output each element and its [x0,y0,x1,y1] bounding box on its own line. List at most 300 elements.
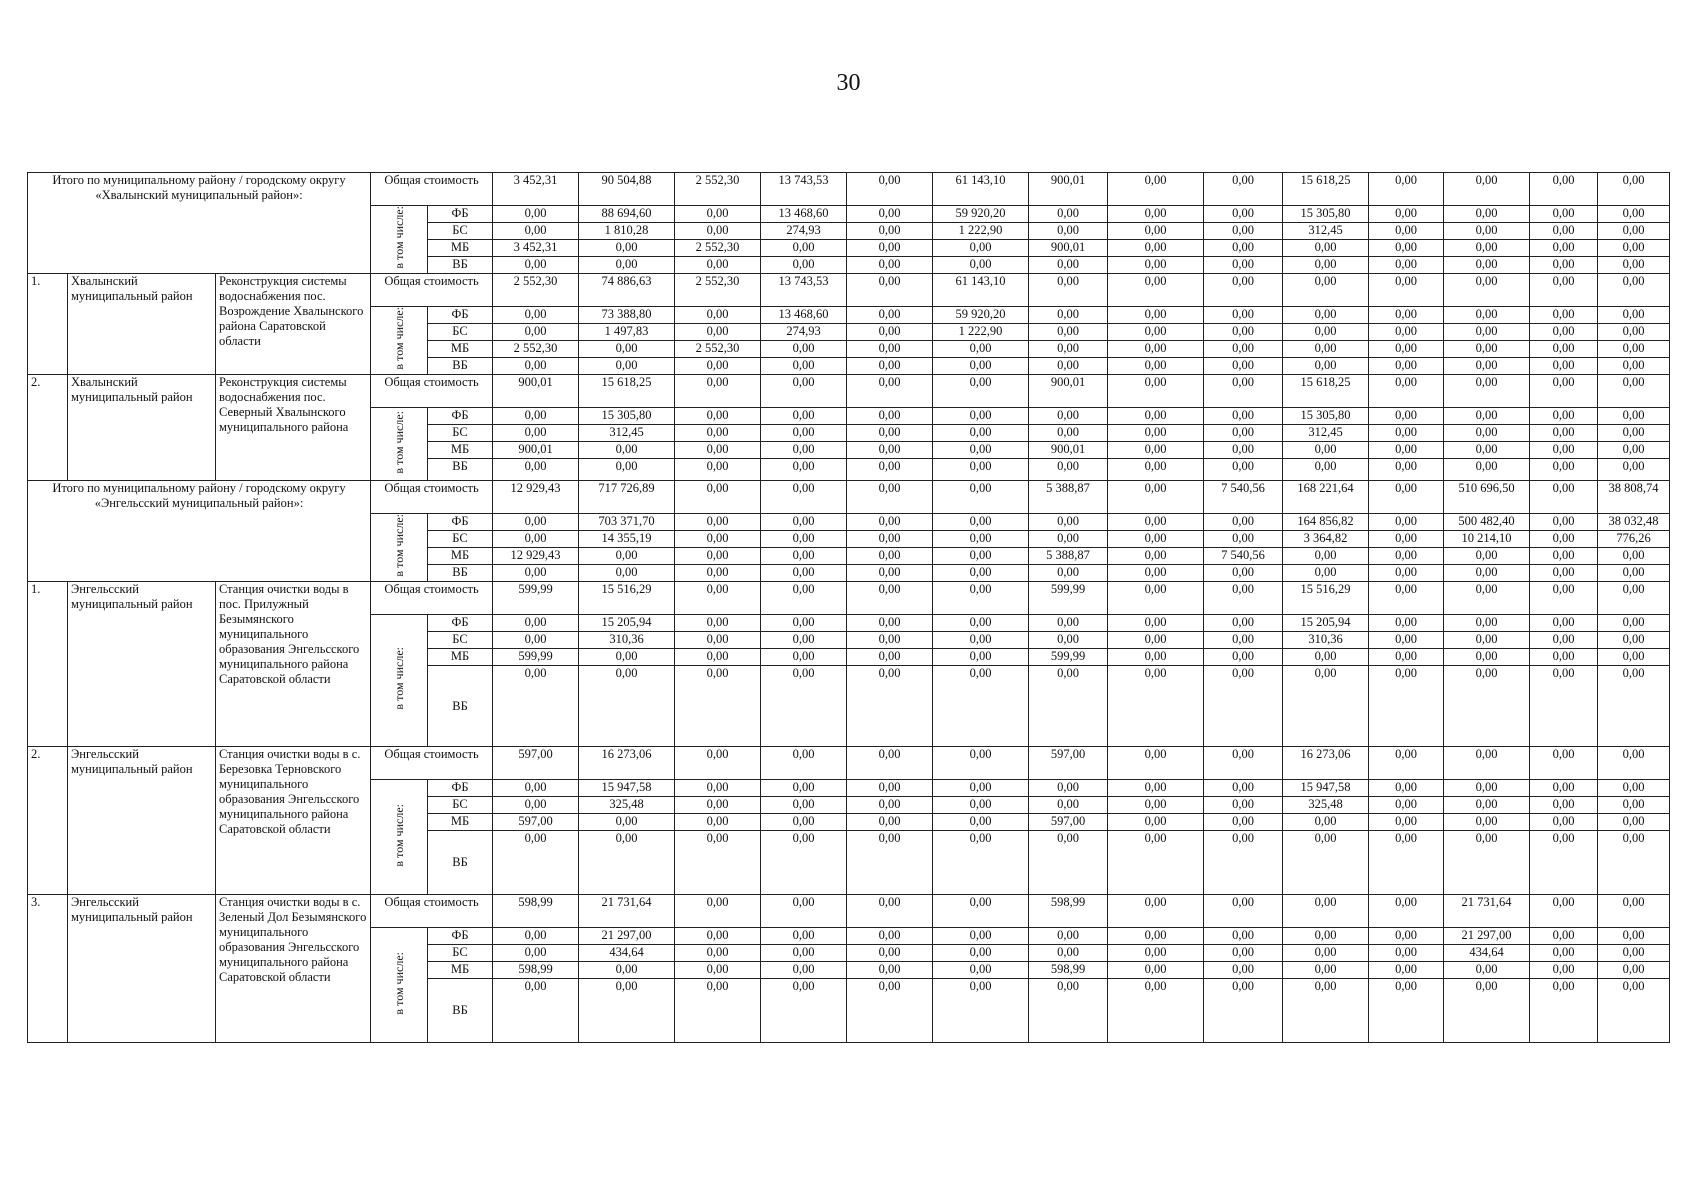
source-value-cell: 0,00 [1283,814,1369,831]
source-value-cell: 0,00 [847,324,933,341]
source-value-cell: 0,00 [493,797,579,814]
total-value-cell: 74 886,63 [579,274,675,307]
source-value-cell: 0,00 [1283,358,1369,375]
source-value-cell: 0,00 [933,962,1029,979]
source-value-cell: 0,00 [1444,962,1530,979]
source-value-cell: 0,00 [1029,324,1108,341]
source-value-cell: 12 929,43 [493,548,579,565]
group-title: Итого по муниципальному району / городскому округу «Хвалынский муниципальный район»: [28,173,371,274]
source-value-cell: 0,00 [1029,307,1108,324]
source-value-cell: 0,00 [1108,615,1204,632]
source-value-cell: 0,00 [847,442,933,459]
source-value-cell: 0,00 [761,442,847,459]
source-value-cell: 21 297,00 [1444,928,1530,945]
source-value-cell: 38 032,48 [1598,514,1670,531]
total-value-cell: 0,00 [1444,582,1530,615]
source-value-cell: 0,00 [1283,240,1369,257]
source-value-cell: 0,00 [847,257,933,274]
funding-table [27,172,1670,1043]
source-value-cell: 0,00 [933,408,1029,425]
source-value-cell: 0,00 [1029,831,1108,895]
source-value-cell: 0,00 [1204,615,1283,632]
source-value-cell: 0,00 [847,408,933,425]
total-value-cell: 0,00 [847,173,933,206]
source-value-cell: 0,00 [761,514,847,531]
source-value-cell: 0,00 [1444,565,1530,582]
source-value-cell: 59 920,20 [933,206,1029,223]
total-label: Общая стоимость [371,274,493,307]
source-value-cell: 274,93 [761,324,847,341]
source-value-cell: 0,00 [579,962,675,979]
source-value-cell: 434,64 [579,945,675,962]
source-value-cell: 0,00 [1369,206,1444,223]
total-value-cell: 13 743,53 [761,274,847,307]
source-name: БС [428,797,493,814]
source-value-cell: 0,00 [675,442,761,459]
source-value-cell: 0,00 [1283,442,1369,459]
vertical-label: в том числе: [391,803,406,867]
source-value-cell: 0,00 [847,531,933,548]
source-name: ФБ [428,408,493,425]
total-value-cell: 0,00 [847,375,933,408]
source-value-cell: 0,00 [761,814,847,831]
total-value-cell: 0,00 [933,375,1029,408]
item-district: Хвалынский муниципальный район [68,375,216,481]
source-value-cell: 0,00 [933,257,1029,274]
source-value-cell: 0,00 [1444,831,1530,895]
source-value-cell: 0,00 [933,979,1029,1043]
source-value-cell: 59 920,20 [933,307,1029,324]
source-value-cell: 0,00 [761,531,847,548]
source-value-cell: 0,00 [1108,565,1204,582]
source-value-cell: 0,00 [1283,324,1369,341]
total-value-cell: 0,00 [675,747,761,780]
source-name: ВБ [428,831,493,895]
source-value-cell: 0,00 [1444,206,1530,223]
source-value-cell: 0,00 [1444,780,1530,797]
source-value-cell: 0,00 [1530,632,1598,649]
source-value-cell: 0,00 [1369,649,1444,666]
source-value-cell: 0,00 [1530,408,1598,425]
source-value-cell: 0,00 [579,979,675,1043]
source-value-cell: 274,93 [761,223,847,240]
source-value-cell: 0,00 [1530,425,1598,442]
source-name: ВБ [428,565,493,582]
source-value-cell: 0,00 [761,962,847,979]
source-name: БС [428,324,493,341]
vertical-label-cell [371,615,428,747]
item-district: Энгельсский муниципальный район [68,747,216,895]
source-value-cell: 0,00 [1598,223,1670,240]
item-district: Энгельсский муниципальный район [68,582,216,747]
total-value-cell: 2 552,30 [493,274,579,307]
total-value-cell: 0,00 [1108,274,1204,307]
source-value-cell: 0,00 [761,565,847,582]
source-value-cell: 0,00 [761,797,847,814]
source-value-cell: 0,00 [1598,307,1670,324]
source-value-cell: 0,00 [1369,240,1444,257]
source-value-cell: 0,00 [1029,408,1108,425]
total-value-cell: 0,00 [1598,582,1670,615]
source-value-cell: 0,00 [1369,307,1444,324]
source-value-cell: 0,00 [847,928,933,945]
item-number: 2. [28,747,68,895]
vertical-label-cell [371,206,428,274]
source-value-cell: 0,00 [1029,206,1108,223]
source-value-cell: 0,00 [1204,307,1283,324]
vertical-label-cell [371,307,428,375]
source-value-cell: 0,00 [493,615,579,632]
source-value-cell: 0,00 [1029,223,1108,240]
source-value-cell: 0,00 [1530,307,1598,324]
source-value-cell: 0,00 [1598,257,1670,274]
source-name: БС [428,632,493,649]
source-value-cell: 0,00 [675,514,761,531]
source-value-cell: 14 355,19 [579,531,675,548]
source-value-cell: 0,00 [579,341,675,358]
source-value-cell: 0,00 [847,615,933,632]
item-project: Станция очистки воды в с. Зеленый Дол Безымянского муниципального образования Энгельсского муниципального района Саратовской области [216,895,371,1043]
source-value-cell: 0,00 [1530,324,1598,341]
source-name: МБ [428,442,493,459]
source-value-cell: 15 205,94 [579,615,675,632]
source-value-cell: 0,00 [1108,666,1204,747]
source-name: МБ [428,341,493,358]
source-value-cell: 0,00 [1369,358,1444,375]
source-value-cell: 0,00 [847,307,933,324]
source-value-cell: 0,00 [1204,632,1283,649]
source-value-cell: 0,00 [1108,514,1204,531]
source-value-cell: 0,00 [933,514,1029,531]
source-value-cell: 0,00 [1598,341,1670,358]
source-value-cell: 0,00 [493,408,579,425]
total-value-cell: 5 388,87 [1029,481,1108,514]
source-value-cell: 0,00 [761,945,847,962]
total-value-cell: 0,00 [1598,747,1670,780]
total-value-cell: 0,00 [1108,582,1204,615]
total-label: Общая стоимость [371,173,493,206]
source-value-cell: 0,00 [493,459,579,481]
source-value-cell: 0,00 [847,649,933,666]
source-value-cell: 0,00 [933,615,1029,632]
source-value-cell: 0,00 [761,831,847,895]
source-value-cell: 0,00 [1444,442,1530,459]
source-value-cell: 0,00 [579,548,675,565]
total-value-cell: 0,00 [1204,582,1283,615]
source-value-cell: 0,00 [1204,780,1283,797]
source-value-cell: 0,00 [933,341,1029,358]
source-value-cell: 0,00 [1369,945,1444,962]
source-value-cell: 0,00 [1444,240,1530,257]
source-value-cell: 0,00 [1530,548,1598,565]
total-row [28,274,1670,307]
source-value-cell: 0,00 [1598,206,1670,223]
source-value-cell: 0,00 [1598,666,1670,747]
total-value-cell: 15 516,29 [579,582,675,615]
total-value-cell: 0,00 [933,481,1029,514]
item-project: Реконструкция системы водоснабжения пос. Возрождение Хвалынского района Саратовской области [216,274,371,375]
source-value-cell: 0,00 [1108,307,1204,324]
source-value-cell: 900,01 [1029,240,1108,257]
source-value-cell: 0,00 [675,531,761,548]
source-value-cell: 0,00 [1108,257,1204,274]
total-value-cell: 16 273,06 [579,747,675,780]
source-value-cell: 900,01 [1029,442,1108,459]
item-number: 2. [28,375,68,481]
source-name: ФБ [428,307,493,324]
total-value-cell: 0,00 [1598,895,1670,928]
source-value-cell: 0,00 [1283,945,1369,962]
source-value-cell: 0,00 [1369,548,1444,565]
source-value-cell: 0,00 [1369,257,1444,274]
source-value-cell: 3 452,31 [493,240,579,257]
source-value-cell: 0,00 [1598,565,1670,582]
source-name: МБ [428,240,493,257]
source-value-cell: 0,00 [933,240,1029,257]
source-value-cell: 0,00 [1530,223,1598,240]
item-number: 3. [28,895,68,1043]
source-value-cell: 0,00 [761,341,847,358]
source-value-cell: 0,00 [1598,632,1670,649]
total-value-cell: 0,00 [1530,173,1598,206]
source-name: МБ [428,548,493,565]
source-value-cell: 0,00 [1029,928,1108,945]
source-value-cell: 0,00 [1369,425,1444,442]
source-name: МБ [428,649,493,666]
source-value-cell: 0,00 [1108,223,1204,240]
source-value-cell: 0,00 [761,780,847,797]
source-value-cell: 0,00 [675,666,761,747]
source-value-cell: 0,00 [675,408,761,425]
source-value-cell: 0,00 [493,257,579,274]
source-value-cell: 0,00 [847,814,933,831]
source-value-cell: 0,00 [1108,206,1204,223]
source-value-cell: 0,00 [761,459,847,481]
source-value-cell: 325,48 [579,797,675,814]
total-value-cell: 90 504,88 [579,173,675,206]
source-value-cell: 0,00 [1369,632,1444,649]
source-value-cell: 0,00 [1369,962,1444,979]
source-value-cell: 0,00 [847,459,933,481]
source-value-cell: 1 222,90 [933,324,1029,341]
total-value-cell: 0,00 [1369,173,1444,206]
source-value-cell: 0,00 [1598,442,1670,459]
source-value-cell: 0,00 [493,945,579,962]
source-value-cell: 0,00 [1029,979,1108,1043]
source-value-cell: 0,00 [761,257,847,274]
source-name: ВБ [428,459,493,481]
source-name: ВБ [428,666,493,747]
source-value-cell: 0,00 [1369,814,1444,831]
source-value-cell: 0,00 [1108,531,1204,548]
total-value-cell: 598,99 [493,895,579,928]
source-value-cell: 0,00 [1530,831,1598,895]
source-value-cell: 0,00 [1029,531,1108,548]
source-value-cell: 0,00 [579,459,675,481]
total-value-cell: 0,00 [1530,375,1598,408]
source-value-cell: 0,00 [1444,615,1530,632]
source-value-cell: 0,00 [675,425,761,442]
total-value-cell: 0,00 [675,582,761,615]
source-value-cell: 0,00 [1369,666,1444,747]
total-value-cell: 599,99 [493,582,579,615]
source-value-cell: 0,00 [1283,257,1369,274]
source-value-cell: 0,00 [847,240,933,257]
source-value-cell: 0,00 [1108,408,1204,425]
source-value-cell: 7 540,56 [1204,548,1283,565]
source-value-cell: 0,00 [1369,928,1444,945]
source-value-cell: 0,00 [1204,358,1283,375]
source-value-cell: 0,00 [761,666,847,747]
source-name: ФБ [428,780,493,797]
source-value-cell: 0,00 [1108,928,1204,945]
total-value-cell: 0,00 [1598,375,1670,408]
source-value-cell: 0,00 [1369,615,1444,632]
source-value-cell: 0,00 [847,979,933,1043]
source-value-cell: 0,00 [1530,666,1598,747]
source-value-cell: 0,00 [1204,666,1283,747]
source-value-cell: 0,00 [1283,666,1369,747]
source-value-cell: 0,00 [1029,632,1108,649]
source-value-cell: 0,00 [1369,831,1444,895]
source-value-cell: 310,36 [1283,632,1369,649]
source-value-cell: 0,00 [675,615,761,632]
source-value-cell: 0,00 [761,425,847,442]
source-value-cell: 0,00 [1029,514,1108,531]
source-value-cell: 1 497,83 [579,324,675,341]
source-value-cell: 0,00 [1108,442,1204,459]
source-value-cell: 0,00 [675,797,761,814]
source-value-cell: 0,00 [1530,565,1598,582]
source-value-cell: 0,00 [1204,425,1283,442]
source-name: МБ [428,814,493,831]
total-value-cell: 0,00 [1204,375,1283,408]
source-value-cell: 10 214,10 [1444,531,1530,548]
source-value-cell: 310,36 [579,632,675,649]
total-value-cell: 0,00 [1598,173,1670,206]
source-value-cell: 0,00 [1530,206,1598,223]
source-value-cell: 0,00 [1598,831,1670,895]
total-value-cell: 0,00 [1108,895,1204,928]
source-value-cell: 312,45 [579,425,675,442]
vertical-label: в том числе: [391,410,406,474]
source-value-cell: 0,00 [933,459,1029,481]
source-value-cell: 0,00 [1598,928,1670,945]
total-value-cell: 0,00 [1444,173,1530,206]
total-value-cell: 0,00 [761,481,847,514]
source-value-cell: 0,00 [1530,442,1598,459]
source-value-cell: 0,00 [1108,780,1204,797]
total-value-cell: 0,00 [761,582,847,615]
source-value-cell: 0,00 [847,358,933,375]
source-value-cell: 776,26 [1598,531,1670,548]
source-value-cell: 597,00 [1029,814,1108,831]
source-value-cell: 312,45 [1283,223,1369,240]
total-value-cell: 0,00 [1444,274,1530,307]
total-value-cell: 61 143,10 [933,274,1029,307]
source-value-cell: 0,00 [1204,514,1283,531]
source-value-cell: 0,00 [761,615,847,632]
source-value-cell: 0,00 [1204,223,1283,240]
source-value-cell: 0,00 [1108,324,1204,341]
source-value-cell: 0,00 [933,649,1029,666]
item-district: Хвалынский муниципальный район [68,274,216,375]
total-value-cell: 0,00 [933,582,1029,615]
source-value-cell: 0,00 [933,797,1029,814]
source-value-cell: 1 810,28 [579,223,675,240]
source-value-cell: 0,00 [1204,831,1283,895]
total-value-cell: 900,01 [1029,173,1108,206]
source-value-cell: 0,00 [1283,307,1369,324]
total-value-cell: 3 452,31 [493,173,579,206]
source-value-cell: 0,00 [1444,797,1530,814]
source-value-cell: 0,00 [761,548,847,565]
source-value-cell: 0,00 [1108,632,1204,649]
source-value-cell: 0,00 [675,358,761,375]
total-value-cell: 2 552,30 [675,173,761,206]
source-value-cell: 0,00 [1530,945,1598,962]
source-value-cell: 0,00 [761,408,847,425]
total-value-cell: 0,00 [1369,747,1444,780]
total-value-cell: 717 726,89 [579,481,675,514]
source-value-cell: 0,00 [1029,257,1108,274]
source-value-cell: 0,00 [675,206,761,223]
vertical-label: в том числе: [391,206,406,269]
source-value-cell: 0,00 [1444,257,1530,274]
source-value-cell: 0,00 [1444,358,1530,375]
source-value-cell: 0,00 [675,565,761,582]
source-value-cell: 0,00 [1108,459,1204,481]
source-value-cell: 599,99 [1029,649,1108,666]
source-value-cell: 0,00 [1029,615,1108,632]
total-value-cell: 0,00 [1108,481,1204,514]
source-value-cell: 15 305,80 [1283,408,1369,425]
source-value-cell: 0,00 [1204,206,1283,223]
source-value-cell: 0,00 [1444,979,1530,1043]
source-value-cell: 0,00 [1530,979,1598,1043]
total-value-cell: 0,00 [1283,274,1369,307]
vertical-label-cell [371,514,428,582]
source-value-cell: 0,00 [1598,979,1670,1043]
source-value-cell: 0,00 [1204,814,1283,831]
source-value-cell: 0,00 [675,307,761,324]
source-value-cell: 0,00 [847,425,933,442]
source-value-cell: 0,00 [1598,780,1670,797]
source-value-cell: 0,00 [493,979,579,1043]
source-value-cell: 0,00 [675,649,761,666]
source-value-cell: 0,00 [493,223,579,240]
source-value-cell: 0,00 [1369,797,1444,814]
source-value-cell: 0,00 [1108,358,1204,375]
source-value-cell: 0,00 [1029,459,1108,481]
source-value-cell: 0,00 [1204,341,1283,358]
source-value-cell: 0,00 [675,780,761,797]
total-value-cell: 0,00 [1369,481,1444,514]
source-value-cell: 0,00 [1029,666,1108,747]
source-value-cell: 0,00 [1029,425,1108,442]
source-name: МБ [428,962,493,979]
source-value-cell: 0,00 [1108,979,1204,1043]
source-value-cell: 0,00 [1029,358,1108,375]
source-value-cell: 0,00 [1204,979,1283,1043]
total-value-cell: 0,00 [761,375,847,408]
item-project: Реконструкция системы водоснабжения пос. Северный Хвалынского муниципального района [216,375,371,481]
source-value-cell: 0,00 [1444,548,1530,565]
source-value-cell: 0,00 [1204,649,1283,666]
source-value-cell: 0,00 [1029,780,1108,797]
source-value-cell: 0,00 [579,649,675,666]
source-value-cell: 0,00 [933,666,1029,747]
